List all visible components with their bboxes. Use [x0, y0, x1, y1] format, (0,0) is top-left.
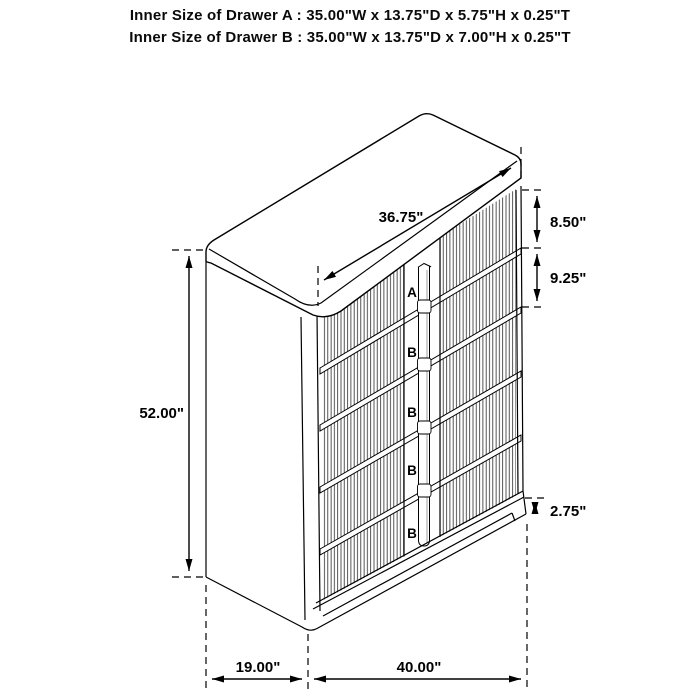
front-right-corner-stile — [516, 186, 526, 514]
drawer-label-b3: B — [407, 463, 417, 478]
drawer-b-inner-size-title: Inner Size of Drawer B : 35.00"W x 13.75"D x 7.00"H x 0.25"T — [129, 29, 571, 46]
depth-dimension-label: 19.00" — [235, 659, 281, 676]
top-width-dimension-label: 36.75" — [378, 209, 424, 226]
center-handle-bar — [418, 264, 432, 547]
dim-depth — [206, 585, 308, 691]
drawer-a-inner-size-title: Inner Size of Drawer A : 35.00"W x 13.75"D x 5.75"H x 0.25"T — [129, 7, 571, 24]
base-height-dimension-label: 2.75" — [550, 503, 587, 520]
dim-overall-height — [139, 250, 207, 577]
drawer-label-b4: B — [407, 526, 417, 541]
drawer-a-height-dimension-label: 8.50" — [550, 214, 587, 231]
drawer-b-height-dimension-label: 9.25" — [550, 270, 587, 287]
overall-width-dimension-label: 40.00" — [396, 659, 442, 676]
drawer-front-fluted-right — [440, 189, 516, 537]
dim-drawer-a-height — [522, 190, 586, 248]
front-left-corner-stile — [301, 312, 320, 620]
dim-base-height — [525, 498, 586, 520]
drawer-label-b2: B — [407, 405, 417, 420]
chest-illustration — [206, 114, 526, 630]
overall-height-dimension-label: 52.00" — [139, 405, 184, 422]
dim-drawer-b-height — [522, 254, 586, 307]
drawer-label-b1: B — [407, 345, 417, 360]
drawer-label-a: A — [407, 285, 417, 300]
